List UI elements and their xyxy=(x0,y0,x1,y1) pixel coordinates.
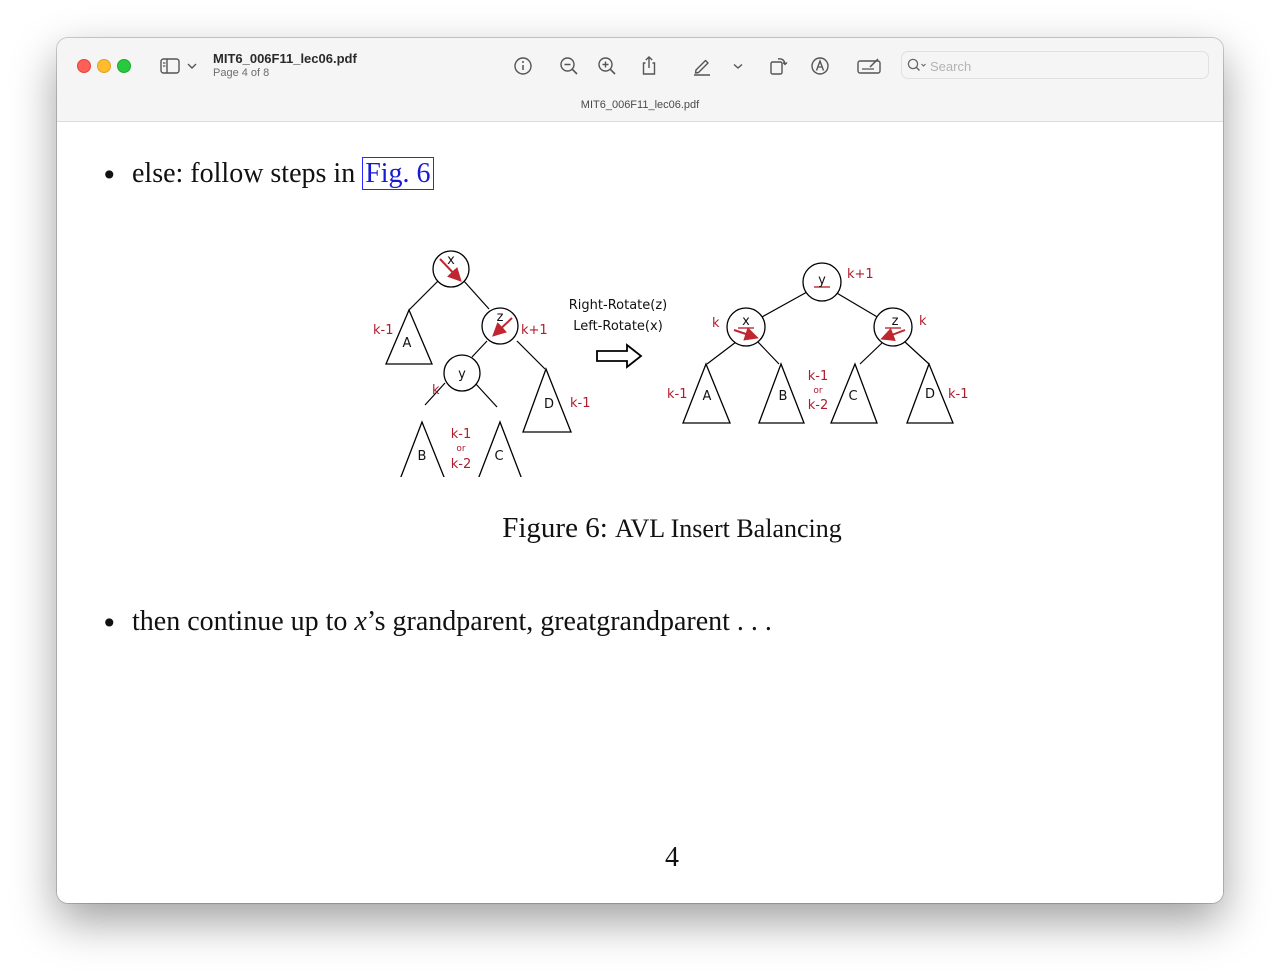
bullet-line-2 xyxy=(132,606,772,638)
page-number: 4 xyxy=(665,842,679,873)
subtree-a-label: A xyxy=(402,336,412,351)
search-field[interactable] xyxy=(901,51,1209,79)
height-label: or xyxy=(813,386,823,396)
height-label: k+1 xyxy=(521,323,548,338)
rotate-icon xyxy=(766,54,790,78)
subtree-b-label: B xyxy=(778,389,788,404)
chevron-down-icon xyxy=(726,54,750,78)
bullet-point: • xyxy=(101,607,118,640)
operation-text: Right-Rotate(z) xyxy=(568,298,668,313)
caption-text: AVL Insert Balancing xyxy=(615,514,842,543)
height-label: k-1 xyxy=(948,387,969,402)
subtree-c-label: C xyxy=(494,449,504,464)
title-bar xyxy=(57,38,1223,122)
bullet-text: then continue up to xyxy=(132,606,355,637)
subtree-d-label: D xyxy=(543,397,555,412)
height-label: k-1 xyxy=(807,369,829,384)
subtree-b-label: B xyxy=(417,449,427,464)
right-arrow-icon xyxy=(597,345,641,367)
height-label: k xyxy=(919,314,927,329)
markup-menu-button[interactable] xyxy=(726,54,750,78)
height-label: or xyxy=(456,444,466,454)
close-button[interactable] xyxy=(77,59,91,73)
height-label: k-1 xyxy=(667,387,688,402)
share-button[interactable] xyxy=(637,54,661,78)
info-icon xyxy=(511,54,535,78)
height-label: k-1 xyxy=(373,323,394,338)
markup-circle-icon xyxy=(808,54,832,78)
rotate-button[interactable] xyxy=(766,54,790,78)
caption-label: Figure 6: xyxy=(502,512,608,544)
sidebar-toggle-button[interactable] xyxy=(157,54,203,78)
info-button[interactable] xyxy=(511,54,535,78)
signature-button[interactable] xyxy=(856,54,884,78)
bullet-line-1 xyxy=(132,158,434,190)
node-y-label: y xyxy=(818,273,826,288)
height-label: k+1 xyxy=(847,267,874,282)
sidebar-icon xyxy=(157,54,203,78)
tab-title: MIT6_006F11_lec06.pdf xyxy=(580,99,700,111)
subtree-a-label: A xyxy=(702,389,712,404)
subtree-c-label: C xyxy=(848,389,858,404)
minimize-button[interactable] xyxy=(97,59,111,73)
figure-link[interactable]: Fig. 6 xyxy=(362,157,433,190)
avl-figure xyxy=(357,227,977,477)
subtree-d-label: D xyxy=(924,387,936,402)
node-x-label: x xyxy=(447,253,455,268)
figure-caption xyxy=(57,512,1223,545)
bullet-point: • xyxy=(101,159,118,192)
bullet-text: else: follow steps in xyxy=(132,158,356,189)
zoom-button[interactable] xyxy=(117,59,131,73)
zoom-out-icon xyxy=(557,54,581,78)
preview-window xyxy=(57,38,1223,903)
markup-pen-icon xyxy=(690,54,714,78)
node-z-label: z xyxy=(891,314,899,329)
zoom-in-icon xyxy=(595,54,619,78)
document-title[interactable]: MIT6_006F11_lec06.pdf xyxy=(213,51,357,66)
share-icon xyxy=(637,54,661,78)
signature-icon xyxy=(856,54,884,78)
markup-button[interactable] xyxy=(690,54,714,78)
node-z-label: z xyxy=(496,310,504,325)
height-label: k-1 xyxy=(570,396,591,411)
height-label: k-2 xyxy=(807,398,829,413)
math-variable: x xyxy=(354,606,367,637)
zoom-in-button[interactable] xyxy=(595,54,619,78)
height-label: k xyxy=(712,316,720,331)
height-label: k xyxy=(432,383,440,398)
node-y-label: y xyxy=(458,367,466,382)
search-input[interactable] xyxy=(928,55,1202,77)
pdf-page xyxy=(57,122,1223,903)
highlight-button[interactable] xyxy=(808,54,832,78)
page-indicator: Page 4 of 8 xyxy=(213,67,270,79)
operation-text: Left-Rotate(x) xyxy=(573,319,663,334)
bullet-text: ’s grandparent, greatgrandparent . . . xyxy=(366,606,772,637)
height-label: k-2 xyxy=(450,457,472,472)
height-label: k-1 xyxy=(450,427,472,442)
node-x-label: x xyxy=(742,314,750,329)
search-icon xyxy=(906,56,930,74)
zoom-out-button[interactable] xyxy=(557,54,581,78)
